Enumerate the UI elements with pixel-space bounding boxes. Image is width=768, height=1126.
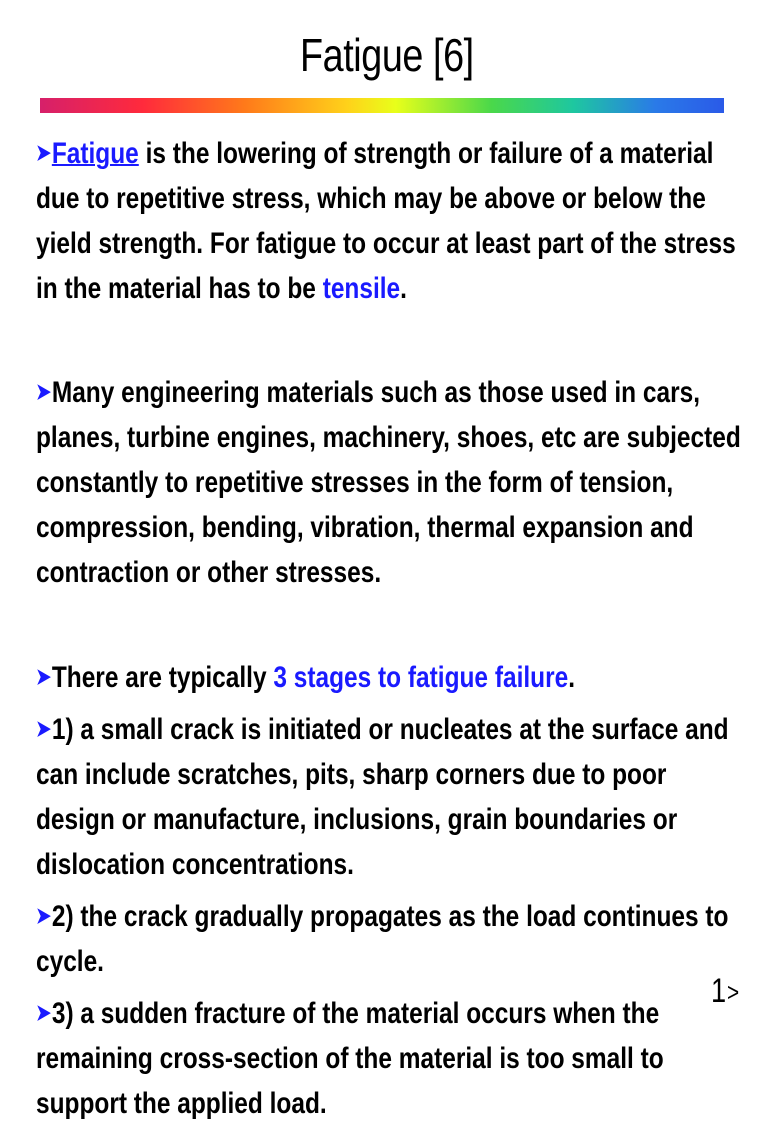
- slide-title: Fatigue [6]: [300, 29, 474, 81]
- paragraph-text: Many engineering materials such as those used in cars, planes, turbine engines, machinery, shoes, etc are subjected constantly to repetitive stresses in the form of tension, compression, bending, vibration, thermal expansion and contraction or other stresses.: [36, 376, 741, 589]
- fatigue-link[interactable]: Fatigue: [51, 137, 139, 170]
- paragraph-stage-1: [36, 706, 745, 887]
- paragraph-stage-3: [36, 990, 745, 1126]
- paragraph-end: .: [568, 661, 576, 694]
- paragraph-text: 1) a small crack is initiated or nucleates at the surface and can include scratches, pits, sharp corners due to poor design or manufacture, inclusions, grain boundaries or dislocation concentrations.: [36, 713, 729, 881]
- arrowhead-bullet-icon: ➤: [36, 664, 52, 689]
- arrowhead-bullet-icon: ➤: [36, 1000, 52, 1025]
- paragraph-text: 3) a sudden fracture of the material occurs when the remaining cross-section of the material is too small to support the applied load.: [36, 997, 664, 1120]
- paragraph-stage-2: [36, 893, 745, 984]
- paragraph-engineering-materials: [36, 369, 745, 595]
- paragraph-text: 2) the crack gradually propagates as the load continues to cycle.: [36, 900, 729, 978]
- chevron-right-icon[interactable]: >: [726, 977, 740, 1007]
- paragraph-text: is the lowering of strength or failure of a material due to repetitive stress, which may be above or below the yield strength. For fatigue to occur at least part of the stress in the material has to be: [36, 137, 736, 305]
- slide-body: [36, 130, 748, 1126]
- page-number-label: 1: [711, 972, 727, 1010]
- paragraph-fatigue-definition: [36, 130, 745, 311]
- arrowhead-bullet-icon: ➤: [36, 903, 52, 928]
- arrowhead-bullet-icon: ➤: [36, 716, 52, 741]
- page-number: [711, 972, 739, 1011]
- tensile-highlight: tensile: [322, 272, 401, 305]
- arrowhead-bullet-icon: ➤: [36, 140, 52, 165]
- arrowhead-bullet-icon: ➤: [36, 379, 52, 404]
- stages-highlight: 3 stages to fatigue failure: [273, 661, 569, 694]
- paragraph-end: .: [400, 272, 407, 305]
- paragraph-text: There are typically: [51, 661, 274, 694]
- paragraph-stages-intro: [36, 654, 745, 700]
- rainbow-divider-bar: [40, 98, 724, 113]
